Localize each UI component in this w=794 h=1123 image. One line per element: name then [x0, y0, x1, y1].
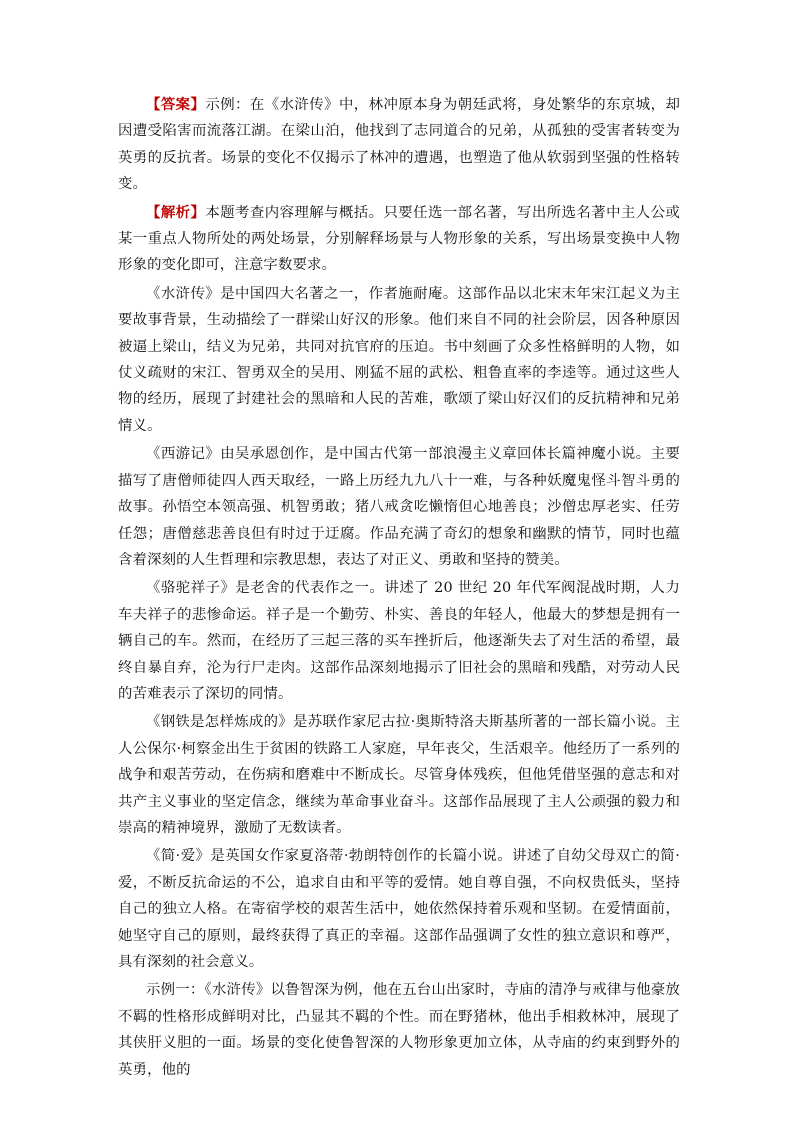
- analysis-tag: 【解析】: [146, 203, 206, 221]
- answer-paragraph: [118, 92, 680, 198]
- paragraph-xiyou: 《西游记》由吴承恩创作，是中国古代第一部浪漫主义章回体长篇神魔小说。主要描写了唐僧师徒四人西天取经，一路上历经九九八十一难，与各种妖魔鬼怪斗智斗勇的故事。孙悟空本领高强、机智勇敢；猪八戒贪吃懒惰但心地善良；沙僧忠厚老实、任劳任怨；唐僧慈悲善良但有时过于迂腐。作品充满了奇幻的想象和幽默的情节，同时也蕴含着深刻的人生哲理和宗教思想，表达了对正义、勇敢和坚持的赞美。: [118, 446, 680, 568]
- paragraph-gangtie: 《钢铁是怎样炼成的》是苏联作家尼古拉·奥斯特洛夫斯基所著的一部长篇小说。主人公保尔·柯察金出生于贫困的铁路工人家庭，早年丧父，生活艰辛。他经历了一系列的战争和艰苦劳动，在伤病和磨难中不断成长。尽管身体残疾，但他凭借坚强的意志和对共产主义事业的坚定信念，继续为革命事业奋斗。这部作品展现了主人公顽强的毅力和崇高的精神境界，激励了无数读者。: [118, 714, 680, 836]
- answer-tag: 【答案】: [146, 96, 206, 113]
- document-page: [118, 92, 680, 1085]
- paragraph-example-one: 示例一：《水浒传》以鲁智深为例，他在五台山出家时，寺庙的清净与戒律与他豪放不羁的性格形成鲜明对比，凸显其不羁的个性。而在野猪林，他出手相救林冲，展现了其侠肝义胆的一面。场景的变化使鲁智深的人物形象更加立体，从寺庙的约束到野外的英勇，他的: [118, 982, 680, 1078]
- paragraph-shuihu: 《水浒传》是中国四大名著之一，作者施耐庵。这部作品以北宋末年宋江起义为主要故事背景，生动描绘了一群梁山好汉的形象。他们来自不同的社会阶层，因各种原因被逼上梁山，结义为兄弟，共同对抗官府的压迫。书中刻画了众多性格鲜明的人物，如仗义疏财的宋江、智勇双全的吴用、刚猛不屈的武松、粗鲁直率的李逵等。通过这些人物的经历，展现了封建社会的黑暗和人民的苦难，歌颂了梁山好汉们的反抗精神和兄弟情义。: [118, 285, 680, 434]
- analysis-paragraph: [118, 200, 680, 279]
- paragraph-jianai: 《简·爱》是英国女作家夏洛蒂·勃朗特创作的长篇小说。讲述了自幼父母双亡的简·爱，不断反抗命运的不公，追求自由和平等的爱情。她自尊自强，不向权贵低头，坚持自己的独立人格。在寄宿学校的艰苦生活中，她依然保持着乐观和坚韧。在爱情面前，她坚守自己的原则，最终获得了真正的幸福。这部作品强调了女性的独立意识和尊严，具有深刻的社会意义。: [118, 848, 680, 970]
- analysis-text: 本题考查内容理解与概括。只要任选一部名著，写出所选名著中主人公或某一重点人物所处的两处场景，分别解释场景与人物形象的关系，写出场景变换中人物形象的变化即可，注意字数要求。: [118, 204, 680, 274]
- answer-text: 示例：在《水浒传》中，林冲原本身为朝廷武将，身处繁华的东京城，却因遭受陷害而流落江湖。在梁山泊，他找到了志同道合的兄弟，从孤独的受害者转变为英勇的反抗者。场景的变化不仅揭示了林冲的遭遇，也塑造了他从软弱到坚强的性格转变。: [118, 97, 680, 193]
- paragraph-luotuo: 《骆驼祥子》是老舍的代表作之一。讲述了 20 世纪 20 年代军阀混战时期，人力车夫祥子的悲惨命运。祥子是一个勤劳、朴实、善良的年轻人，他最大的梦想是拥有一辆自己的车。然而，在经历了三起三落的买车挫折后，他逐渐失去了对生活的希望，最终自暴自弃，沦为行尸走肉。这部作品深刻地揭示了旧社会的黑暗和残酷，对劳动人民的苦难表示了深切的同情。: [118, 580, 680, 702]
